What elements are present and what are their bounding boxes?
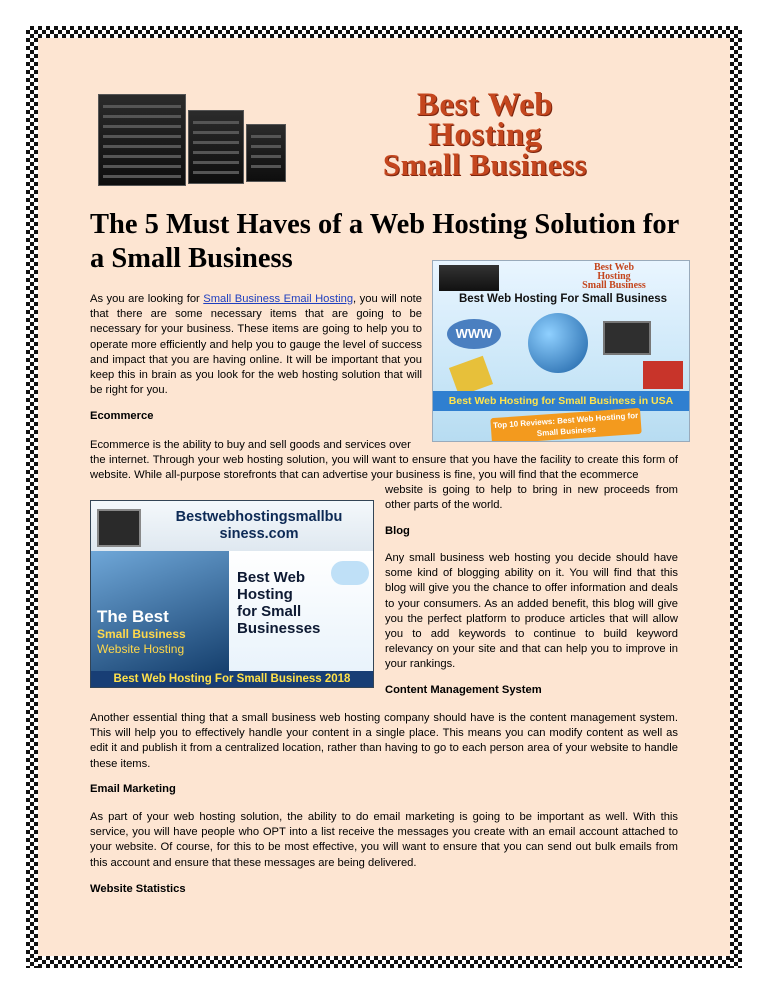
image1-logo xyxy=(541,263,687,290)
www-globe-icon: WWW xyxy=(447,319,501,349)
cloud-icon xyxy=(331,561,369,585)
image2-right-line: for Small xyxy=(237,603,302,620)
article-title: The 5 Must Haves of a Web Hosting Solution for a Small Business xyxy=(90,209,679,274)
small-business-email-hosting-link[interactable]: Small Business Email Hosting xyxy=(203,293,354,305)
best-small-business-hosting-image xyxy=(90,500,374,688)
monitor-icon xyxy=(97,509,141,547)
image1-bottom-banner: Best Web Hosting for Small Business in USA xyxy=(433,391,689,411)
intro-text: , you will note that there are some necessary items that are going to be necessary for your business. These items are going to help you to operate more efficiently and help you to gauge the level of success and impact that you are having online. It will be important that you keep this in brain as you look for the web hosting solution that will be right for you. xyxy=(90,293,422,397)
email-marketing-heading: Email Marketing xyxy=(90,783,176,795)
image2-left-line: The Best xyxy=(97,607,169,626)
cms-paragraph: Another essential thing that a small business web hosting company should have is the content management system. This will help you to effectively handle your content in a single place. This means you can modify content as well as edit it and publish it from a centralized location, rather than having to go to each person area of your website to handle these items. xyxy=(90,712,678,770)
checkered-border-top xyxy=(26,26,742,38)
server-rack-icon xyxy=(439,265,499,291)
image2-left-line: Website Hosting xyxy=(97,642,185,656)
globe-icon xyxy=(528,313,588,373)
logo-text xyxy=(300,87,670,182)
cms-heading: Content Management System xyxy=(385,684,542,696)
server-rack-icon xyxy=(246,124,286,182)
intro-text: As you are looking for xyxy=(90,293,204,305)
checkered-border-right xyxy=(730,26,742,968)
logo-line: Best Web xyxy=(416,87,554,123)
image2-right-line: Businesses xyxy=(237,620,321,637)
image2-footer-banner: Best Web Hosting For Small Business 2018 xyxy=(91,671,373,687)
server-rack-icon xyxy=(188,110,244,184)
ecommerce-heading: Ecommerce xyxy=(90,410,154,422)
reviews-ribbon: Top 10 Reviews: Best Web Hosting for Small Business xyxy=(490,408,641,442)
header-logo xyxy=(96,88,670,192)
laptop-icon xyxy=(603,321,651,355)
blog-paragraph: Any small business web hosting you decide should have some kind of blogging ability on it. You will find that this blog will give you the chance to offer information and deals to your consumers. As an added benefit, this blog will give you the perfect platform to produce articles that will allow you to add keywords to continue to build keyword relevancy on your site and that can help you to improve in your rankings. xyxy=(385,552,678,671)
checkered-border-left xyxy=(26,26,38,968)
image1-logo-line: Small Business xyxy=(582,280,646,291)
server-rack-icon xyxy=(98,94,186,186)
website-statistics-heading: Website Statistics xyxy=(90,883,186,895)
image2-right-line: Best Web xyxy=(237,569,306,586)
email-marketing-paragraph: As part of your web hosting solution, the ability to do email marketing is going to be important as well. With this service, you will have people who OPT into a list receive the messages you create with an email account attached to your website. Of course, for this to be most effective, you will want to ensure that you can send out bulk emails from this account and ensure that these messages are being delivered. xyxy=(90,811,678,869)
checkered-border-bottom xyxy=(26,956,742,968)
image2-right-text xyxy=(237,569,329,637)
logo-line: Small Business xyxy=(382,147,588,182)
image2-left-text xyxy=(97,607,227,657)
image1-logo-line: Hosting xyxy=(597,271,631,282)
hosting-infographic-image xyxy=(432,260,690,442)
image2-right-line: Hosting xyxy=(237,586,293,603)
image2-left-line: Small Business xyxy=(97,627,186,641)
image1-logo-line: Best Web xyxy=(593,262,635,273)
blog-heading: Blog xyxy=(385,525,410,537)
image2-site-name: Bestwebhostingsmallbu siness.com xyxy=(175,509,343,542)
ecommerce-paragraph-line1: Ecommerce is the ability to buy and sell goods and services over xyxy=(90,439,411,451)
image1-banner: Best Web Hosting For Small Business xyxy=(458,293,668,305)
rocket-icon xyxy=(643,361,683,389)
intro-paragraph xyxy=(90,292,422,398)
ecommerce-paragraph-tail: website is going to help to bring in new proceeds from other parts of the world. xyxy=(385,484,678,512)
ecommerce-paragraph: the internet. Through your web hosting solution, you will want to ensure that you have the facility to create this form of website. While all-purpose storefronts that can advertise your business is fine, you will find that the ecommerce xyxy=(90,454,678,482)
logo-line: Hosting xyxy=(428,117,542,153)
